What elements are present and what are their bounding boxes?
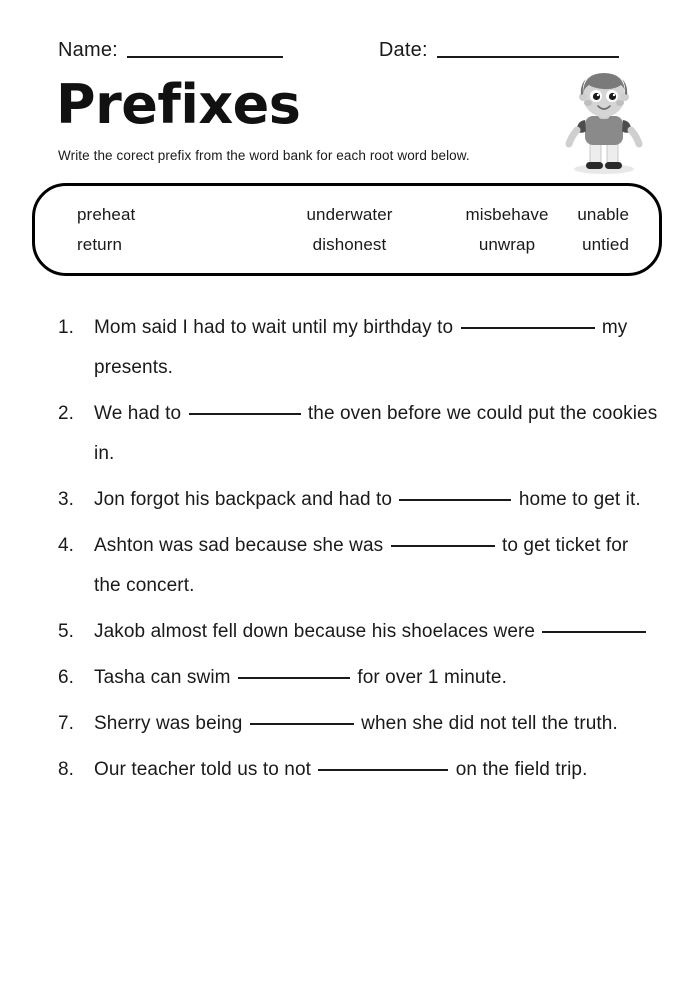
date-field[interactable] — [379, 40, 619, 60]
question-number: 8. — [58, 759, 74, 780]
answer-blank[interactable] — [391, 545, 495, 547]
word-bank-word: untied — [582, 235, 629, 254]
question-number: 7. — [58, 713, 74, 734]
question-number: 5. — [58, 621, 74, 642]
answer-blank[interactable] — [189, 413, 301, 415]
header-fields — [58, 30, 652, 60]
question-item — [58, 750, 658, 790]
question-item — [58, 526, 658, 606]
word-bank-word: preheat — [77, 205, 136, 224]
question-number: 1. — [58, 317, 74, 338]
question-text — [94, 526, 658, 606]
answer-blank[interactable] — [238, 677, 350, 679]
answer-blank[interactable] — [399, 499, 511, 501]
question-text — [94, 480, 658, 520]
word-bank-row — [57, 200, 637, 230]
question-item — [58, 704, 658, 744]
question-number: 4. — [58, 535, 74, 556]
instructions-text: Write the corect prefix from the word bank for each root word below. — [58, 148, 470, 163]
question-text-segment: Jon forgot his backpack and had to — [94, 489, 398, 510]
question-text-segment: when she did not tell the truth. — [355, 713, 618, 734]
page-title: Prefixes — [56, 73, 301, 136]
question-text-segment: to get ticket for the concert. — [94, 535, 634, 596]
question-item — [58, 308, 658, 388]
question-text — [94, 704, 658, 744]
question-text — [94, 394, 663, 474]
name-write-line[interactable] — [127, 56, 283, 58]
question-text-segment: Our teacher told us to not — [94, 759, 317, 780]
question-item — [58, 612, 658, 652]
question-number: 3. — [58, 489, 74, 510]
question-text-segment: Jakob almost fell down because his shoelaces were — [94, 621, 541, 642]
question-text — [94, 308, 658, 388]
question-text-segment: Ashton was sad because she was — [94, 535, 389, 556]
word-bank-word: dishonest — [312, 235, 387, 254]
question-text-segment: my presents. — [94, 317, 633, 378]
answer-blank[interactable] — [250, 723, 354, 725]
word-bank-word: underwater — [306, 205, 393, 224]
word-bank — [32, 183, 662, 276]
question-text — [94, 750, 658, 790]
word-bank-word: unable — [577, 205, 629, 224]
question-text-segment: Sherry was being — [94, 713, 248, 734]
question-number: 6. — [58, 667, 74, 688]
question-text-segment: for over 1 minute. — [351, 667, 507, 688]
question-item — [58, 658, 658, 698]
question-number: 2. — [58, 403, 74, 424]
question-text-segment: on the field trip. — [450, 759, 588, 780]
question-text-segment: the oven before we could put the cookies in. — [94, 403, 663, 464]
question-text — [94, 612, 658, 652]
question-text-segment: Tasha can swim — [94, 667, 236, 688]
question-text-segment: home to get it. — [513, 489, 641, 510]
question-item — [58, 480, 658, 520]
word-bank-word: unwrap — [478, 235, 536, 254]
word-bank-word: return — [77, 235, 123, 254]
answer-blank[interactable] — [461, 327, 595, 329]
name-field[interactable] — [58, 40, 283, 60]
question-item — [58, 394, 663, 474]
question-text-segment: We had to — [94, 403, 187, 424]
date-write-line[interactable] — [437, 56, 619, 58]
answer-blank[interactable] — [318, 769, 448, 771]
answer-blank[interactable] — [542, 631, 646, 633]
name-label: Name: — [58, 39, 118, 61]
word-bank-word: misbehave — [465, 205, 549, 224]
question-list — [58, 308, 663, 796]
word-bank-row — [57, 230, 637, 260]
boy-illustration-icon — [552, 64, 656, 176]
question-text-segment: Mom said I had to wait until my birthday to — [94, 317, 459, 338]
question-text — [94, 658, 658, 698]
date-label: Date: — [378, 39, 428, 61]
